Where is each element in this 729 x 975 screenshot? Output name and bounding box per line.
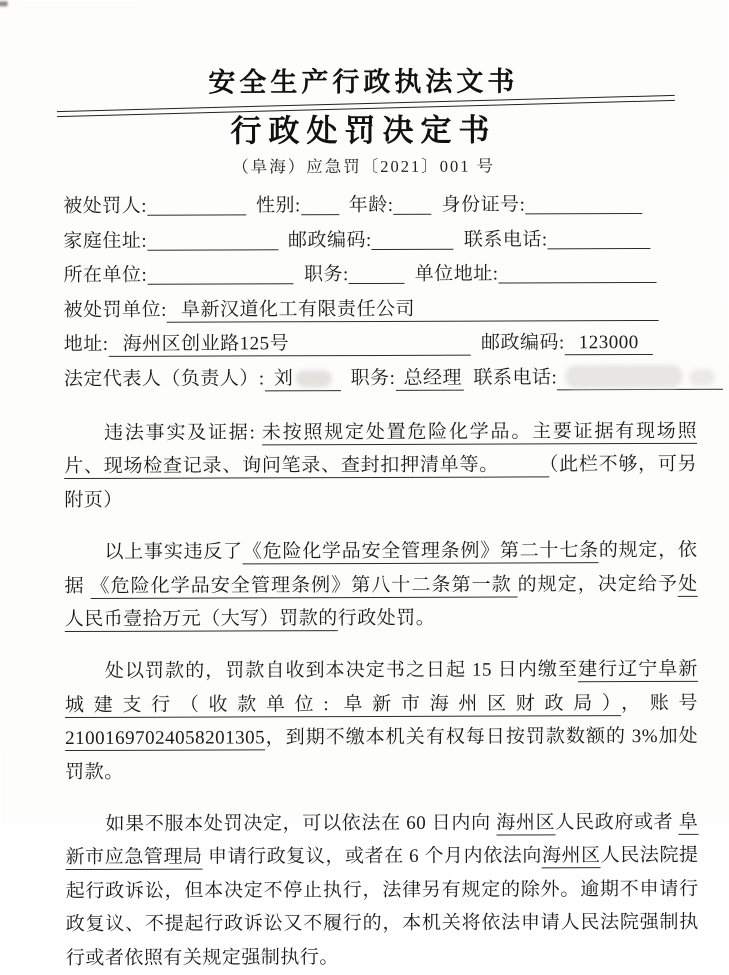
- blank-gender: [301, 195, 339, 215]
- value-contact-phone: [557, 364, 723, 390]
- form-row-employer: [63, 258, 692, 295]
- field-label-gender: 性别:: [255, 195, 301, 217]
- redaction-smudge-phone-2: [689, 368, 715, 385]
- paragraph-violation: [64, 534, 697, 636]
- doc-title: 行政处罚决定书: [230, 112, 497, 149]
- blank-contact-phone: [548, 229, 651, 249]
- field-label-punished-person: 被处罚人:: [63, 195, 148, 218]
- body-section: [64, 415, 699, 975]
- plain-text: （此栏不够，可另附页）: [64, 454, 698, 511]
- field-label-address: 地址:: [63, 333, 109, 356]
- redaction-smudge-phone: [565, 364, 683, 387]
- underlined-text: 阜新市应急管理局: [65, 811, 699, 869]
- field-label-age: 年龄:: [348, 194, 394, 217]
- field-label-postal-code: 邮政编码:: [287, 229, 372, 251]
- blank-employer: [147, 264, 294, 285]
- form-row-home: [63, 223, 692, 260]
- underlined-text: 海州区: [496, 812, 556, 834]
- underlined-text: 海州区: [541, 845, 601, 867]
- plain-text: 行政处罚。: [337, 607, 436, 630]
- plain-text: 的规定，依据: [64, 540, 698, 597]
- underlined-text: 《危险化学品安全管理条例》第八十二条第一款: [90, 574, 518, 597]
- blank-id-number: [525, 194, 642, 214]
- underlined-text: 建行辽宁阜新城建支行（收款单位: 阜新市海州区财政局）: [64, 659, 698, 716]
- value-punished-unit: 阜新汉道化工有限责任公司: [167, 292, 659, 322]
- value-address: 海州区创业路125号: [108, 328, 471, 357]
- value-legal-rep: [265, 363, 341, 391]
- field-label-employer-address: 单位地址:: [414, 263, 499, 285]
- form-section: [63, 189, 693, 398]
- field-label-punished-unit: 被处罚单位:: [63, 299, 167, 321]
- paragraph-payment: [65, 653, 698, 789]
- legal-rep-surname: 刘: [273, 367, 294, 389]
- field-label-position: 职务:: [303, 264, 349, 286]
- form-row-person: [63, 189, 692, 226]
- header-title: 安全生产行政执法文书: [208, 66, 519, 98]
- field-label-postal-code-2: 邮政编码:: [480, 332, 565, 354]
- field-label-home-address: 家庭住址:: [63, 230, 148, 252]
- plain-text: ，到期不缴本机关有权每日按罚款数额的 3%加处罚款。: [65, 726, 699, 783]
- blank-home-address: [147, 230, 278, 250]
- scan-speck: [0, 1, 8, 6]
- form-row-punished-unit: [64, 292, 693, 329]
- underlined-text: 处人民币壹拾万元（大写）罚款的: [64, 573, 698, 631]
- plain-text: 如果不服本处罚决定，可以依法在 60 日内向: [105, 812, 497, 835]
- field-label-employer: 所在单位:: [63, 264, 148, 287]
- doc-number: （阜海）应急罚〔2021〕001 号: [232, 156, 496, 177]
- underlined-text: 21001697024058201305: [65, 727, 266, 750]
- field-label-legal-rep: 法定代表人（负责人）:: [63, 367, 265, 390]
- plain-text: 人民政府或者: [555, 811, 679, 834]
- field-label-contact-phone: 联系电话:: [463, 228, 548, 251]
- blank-postal-code: [372, 229, 454, 249]
- blank-age: [394, 195, 432, 215]
- plain-text: 申请行政复议，或者在 6 个月内依法向: [202, 845, 542, 869]
- field-label-id-number: 身份证号:: [441, 194, 526, 216]
- field-label-position-2: 职务:: [350, 367, 396, 389]
- paragraph-facts: [64, 415, 697, 517]
- underlined-text: 未按照规定处置危险化学品。主要证据有现场照片、现场检查记录、询问笔录、查封扣押清单等。: [64, 420, 698, 478]
- plain-text: 人民法院提起行政诉讼，但本决定不停止执行，法律另有规定的除外。逾期不申请行政复议、不提起行政诉讼又不履行的，本机关将依法申请人民法院强制执行或者依照有关规定强制执行。: [65, 845, 699, 969]
- underlined-text: 《危险化学品安全管理条例》第二十七条: [242, 540, 599, 563]
- plain-text: 违法事实及证据:: [104, 422, 262, 444]
- form-row-legal-rep: [64, 361, 693, 398]
- field-label-contact-phone-2: 联系电话:: [473, 366, 558, 389]
- plain-text: 以上事实违反了: [104, 541, 243, 564]
- blank-position: [349, 264, 405, 284]
- form-row-address: [64, 327, 693, 364]
- value-position: 总经理: [395, 362, 463, 390]
- plain-text: 的规定，决定给予: [517, 573, 679, 596]
- blank-punished-person: [147, 195, 246, 215]
- value-postal-code: 123000: [565, 332, 653, 355]
- underlined-text: [489, 455, 548, 478]
- redaction-smudge-name: [295, 370, 331, 387]
- plain-text: 处以罚款的，罚款自收到本决定书之日起 15 日内缴至: [104, 659, 579, 683]
- paragraph-appeal: [65, 806, 699, 975]
- plain-text: ，账号: [621, 692, 699, 714]
- blank-employer-address: [499, 263, 657, 284]
